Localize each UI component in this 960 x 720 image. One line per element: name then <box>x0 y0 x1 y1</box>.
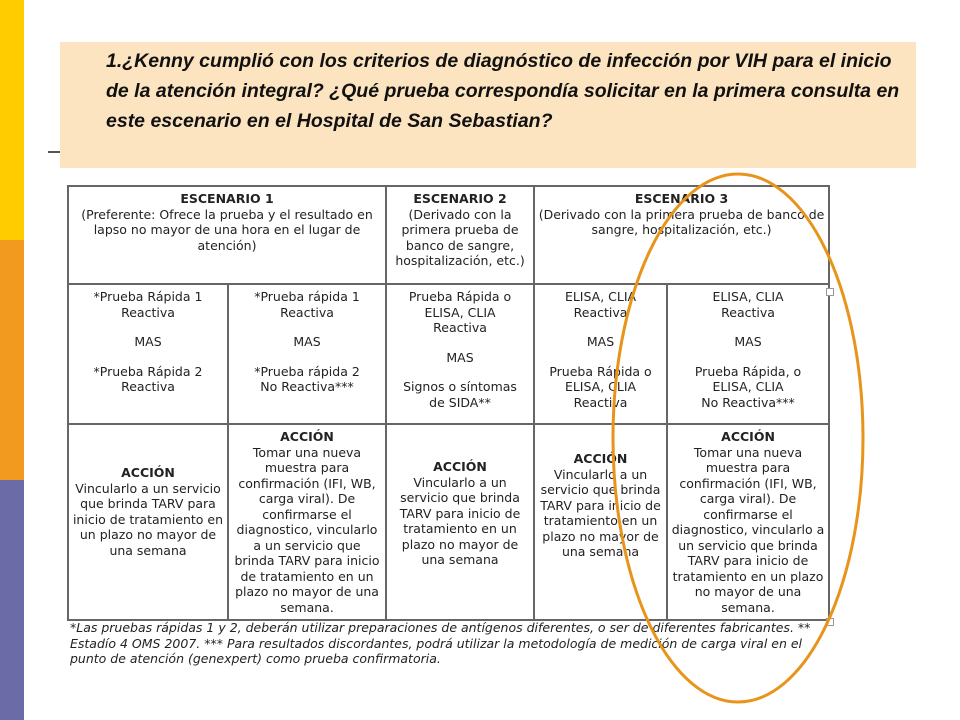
action-title: ACCIÓN <box>280 429 334 444</box>
tests-cell-5 <box>667 284 829 424</box>
action-title: ACCIÓN <box>121 465 175 480</box>
test-line: No Reactiva*** <box>260 379 354 394</box>
scenario-2-description: (Derivado con la primera prueba de banco de sangre, hospitalización, etc.) <box>395 206 525 268</box>
test-line: ELISA, CLIA <box>424 304 496 320</box>
test-line: ELISA, CLIA <box>712 289 784 304</box>
scenario-3-title: ESCENARIO 3 <box>634 191 729 206</box>
table-header-row <box>68 186 829 284</box>
action-cell-2 <box>228 424 386 620</box>
test-line: ELISA, CLIA <box>564 289 637 304</box>
test-line: Signos o síntomas <box>403 379 517 394</box>
decorative-strip-yellow <box>0 0 24 240</box>
footnote: *Las pruebas rápidas 1 y 2, deberán utilizar preparaciones de antígenos diferentes, o ser de diferentes fabricantes. ** Estadío 4 OMS 2007. *** Para resultados discordantes, podrá utilizar la metodología de medición de carga viral en el punto de atención (genexpert) como prueba confirmatoria. <box>70 620 811 666</box>
action-cell-5 <box>667 424 829 620</box>
action-text: Tomar una nueva muestra para confirmación (IFI, WB, carga viral). De confirmarse el diagnostico, vincularlo a un servicio que brinda TARV para inicio de tratamiento en un plazo no mayor de una semana. <box>671 444 825 615</box>
scenario-table <box>67 185 830 621</box>
test-line: MAS <box>134 334 162 349</box>
test-line: de SIDA** <box>429 394 491 410</box>
test-line: Reactiva <box>573 304 628 320</box>
action-title: ACCIÓN <box>573 451 628 466</box>
action-text: Vincularlo a un servicio que brinda TARV para inicio de tratamiento en un plazo no mayor de una semana <box>72 480 224 558</box>
decorative-strip-purple <box>0 480 24 720</box>
test-line: MAS <box>446 349 474 365</box>
test-line: *Prueba rápida 2 <box>254 363 360 379</box>
test-line: Reactiva <box>280 304 334 320</box>
resize-handle[interactable] <box>826 288 834 296</box>
test-line: ELISA, CLIA <box>564 379 637 394</box>
header-scenario-2 <box>386 186 534 284</box>
action-title: ACCIÓN <box>433 459 487 474</box>
question-box <box>60 42 916 168</box>
table-tests-row <box>68 284 829 424</box>
test-line: Reactiva <box>121 304 175 320</box>
test-line: Prueba Rápida, o <box>694 363 802 379</box>
scenario-2-title: ESCENARIO 2 <box>413 191 507 206</box>
test-line: *Prueba rápida 1 <box>254 289 360 304</box>
action-text: Tomar una nueva muestra para confirmación (IFI, WB, carga viral). De confirmarse el diagnostico, vincularlo a un servicio que brinda TARV para inicio de tratamiento en un plazo no mayor de una semana. <box>234 444 380 615</box>
tests-cell-2 <box>228 284 386 424</box>
test-line: *Prueba Rápida 1 <box>93 289 203 304</box>
tests-cell-1 <box>68 284 228 424</box>
header-scenario-3 <box>534 186 829 284</box>
action-text: Vincularlo a un servicio que brinda TARV para inicio de tratamiento en un plazo no mayor de una semana <box>540 466 661 559</box>
action-cell-4 <box>534 424 667 620</box>
test-line: MAS <box>293 334 321 349</box>
test-line: ELISA, CLIA <box>712 379 784 394</box>
test-line: Reactiva <box>433 320 487 335</box>
test-line: MAS <box>586 334 615 349</box>
test-line: Prueba Rápida o <box>408 289 512 304</box>
test-line: No Reactiva*** <box>701 394 795 410</box>
scenario-1-title: ESCENARIO 1 <box>180 191 274 206</box>
test-line: Reactiva <box>721 304 775 320</box>
test-line: *Prueba Rápida 2 <box>93 363 203 379</box>
test-line: Reactiva <box>121 379 175 394</box>
tests-cell-3 <box>386 284 534 424</box>
header-scenario-1 <box>68 186 386 284</box>
test-line: Prueba Rápida o <box>549 363 652 379</box>
action-title: ACCIÓN <box>721 429 775 444</box>
table-actions-row <box>68 424 829 620</box>
decorative-strip-orange <box>0 240 24 480</box>
scenario-1-description: (Preferente: Ofrece la prueba y el resultado en lapso no mayor de una hora en el lugar de atención) <box>81 206 373 253</box>
question-text: 1.¿Kenny cumplió con los criterios de diagnóstico de infección por VIH para el inicio de la atención integral? ¿Qué prueba correspondía solicitar en la primera consulta en este escenario en el Hospital de San Sebastian? <box>106 50 900 132</box>
action-text: Vincularlo a un servicio que brinda TARV para inicio de tratamiento en un plazo no mayor de una semana <box>399 474 521 567</box>
action-cell-1 <box>68 424 228 620</box>
test-line: MAS <box>734 334 762 349</box>
test-line: Reactiva <box>573 394 628 410</box>
tests-cell-4 <box>534 284 667 424</box>
action-cell-3 <box>386 424 534 620</box>
scenario-3-description: (Derivado con la primera prueba de banco de sangre, hospitalización, etc.) <box>538 206 825 237</box>
